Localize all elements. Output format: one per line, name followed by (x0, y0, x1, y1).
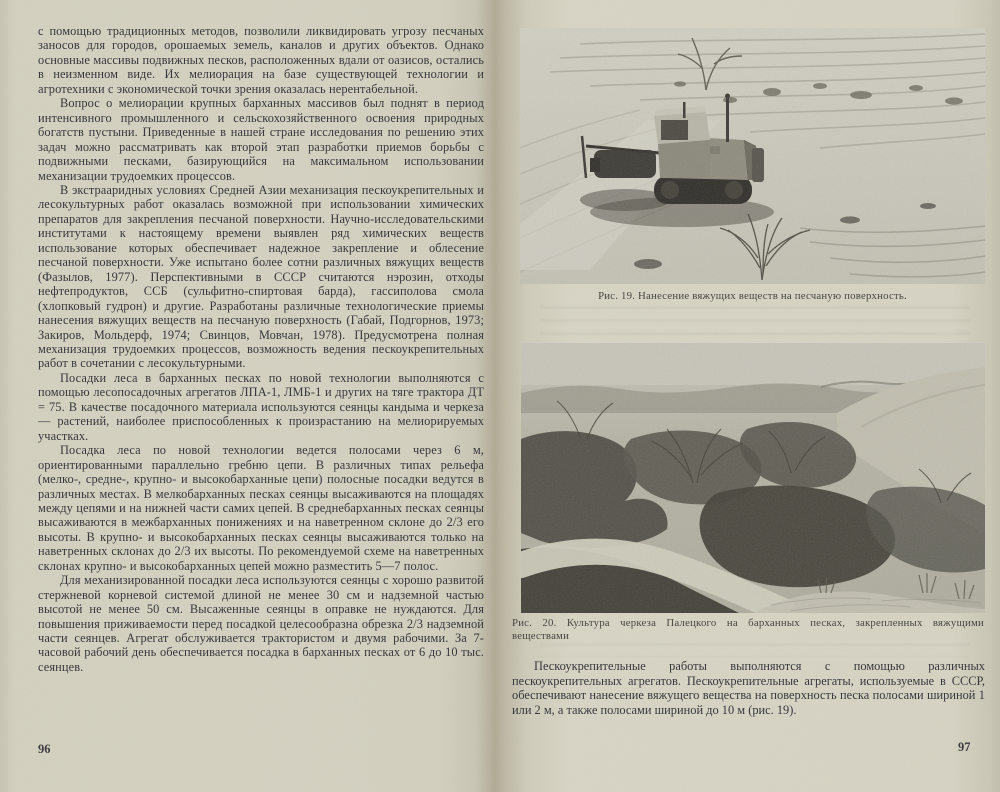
paragraph: с помощью традиционных методов, позволили ликвидировать угрозу песчаных заносов для городов, орошаемых земель, каналов и других объектов. Однако основные массивы подвижных песков, расположенных вдали от оазисов, остались в неизменном виде. Их мелиорация на базе существующей технологии и агротехники с экономической точки зрения оказалась нерентабельной. (38, 24, 484, 96)
paragraph: Пескоукрепительные работы выполняются с помощью различных пескоукрепительных агрегатов. Пескоукрепительные агрегаты, используемые в СССР, обеспечивают нанесение вяжущего вещества на поверхность песка полосами шириной 1 или 2 м, а также полосами шириной до 10 м (рис. 19). (512, 659, 985, 717)
paragraph: В экстрааридных условиях Средней Азии механизация пескоукрепительных и лесокультурных работ оказалась возможной при использовании химических препаратов для закрепления песчаной поверхности. Научно-исследовательскими институтами к настоящему времени выявлен ряд химических веществ использование которых обеспечивает надежное закрепление и облесение песчаной поверхности. Уже испытано более сотни различных вяжущих веществ (Фазылов, 1977). Перспективными в СССР считаются нэрозин, отходы нефтепродуктов, ССБ (сульфитно-спиртовая барда), гассиполова смола (хлопковый гудрон) и другие. Разработаны различные технологические приемы нанесения вяжущих веществ на песчаную поверхность (Габай, Подгорнов, 1973; Закиров, Мольдерф, 1974; Свинцов, Мовчан, 1978). Предусмотрена полная механизация трудоемких процессов, возможность ведения пескоукрепительных работ в сочетании с лесокультурными. (38, 182, 484, 371)
page-show-through (540, 643, 970, 657)
page-show-through (540, 306, 970, 346)
paragraph: Для механизированной посадки леса используются сеянцы с хорошо развитой стержневой корневой системой длиной не менее 30 см и надземной частью высотой не менее 50 см. Высаженные сеянцы в оправке не нуждаются. Для повышения приживаемости перед посадкой целесообразна обрезка 2/3 надземной части сеянцев. Агрегат обслуживается трактористом и двумя рабочими. За 7-часовой рабочий день обеспечивается посадка в барханных песках от 6 до 10 тыс. сеянцев. (38, 573, 484, 674)
paragraph: Посадка леса по новой технологии ведется полосами через 6 м, ориентированными параллельно гребню цепи. В различных типах рельефа (мелко-, средне-, крупно- и высокобарханные цепи) полосные посадки ведутся в различных местах. В мелкобарханных песках сеянцы высаживаются на площадях между цепями и на нижней части самих цепей. В среднебарханных песках сеянцы высаживаются в межбарханных понижениях и на наветренном склоне до 2/3 его высоты. В крупно- и высокобарханных песках сеянцы высаживаются только на наветренных склонах до 2/3 их высоты. По рекомендуемой схеме на наветренных склонах крупно- и высокобарханных цепей можно разместить 5—7 полос. (38, 443, 484, 573)
right-page-text-column (512, 659, 985, 717)
left-page-text-column (38, 24, 484, 674)
paragraph: Вопрос о мелиорации крупных барханных массивов был поднят в период интенсивного промышленного и сельскохозяйственного освоения природных богатств пустыни. Приведенные в нашей стране исследования по решению этих задач можно рассматривать как второй этап разработки приемов борьбы с подвижными песками, базирующийся на максимальном использовании механизации трудоемких процессов. (38, 96, 484, 183)
figure-19-photo (520, 28, 985, 284)
page-number-left: 96 (38, 742, 51, 756)
paragraph: Посадки леса в барханных песках по новой технологии выполняются с помощью лесопосадочных агрегатов ЛПА-1, ЛМБ-1 и других на тяге трактора ДТ = 75. В качестве посадочного материала используются сеянцы кандыма и черкеза — растений, наиболее приспособленных к произрастанию на мелиорируемых участках. (38, 370, 484, 443)
figure-20-caption: Рис. 20. Культура черкеза Палецкого на барханных песках, закрепленных вяжущими веществами (512, 617, 984, 642)
figure-20-photo (521, 343, 985, 613)
figure-19-caption: Рис. 19. Нанесение вяжущих веществ на песчаную поверхность. (598, 290, 907, 302)
page-number-right: 97 (958, 740, 971, 754)
